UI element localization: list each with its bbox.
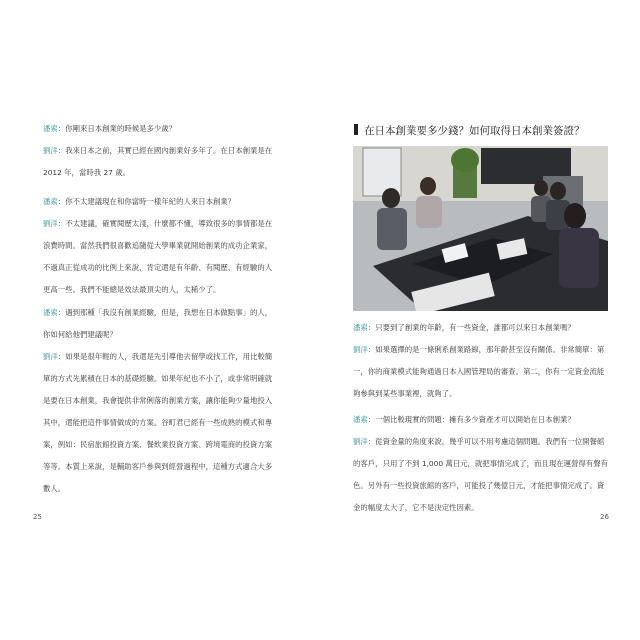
answer-text: 從資金量的角度來說，幾乎可以不用考慮這個問題。我們有一位開餐館的客戶，只用了不到 1,000 萬日元，就把事情完成了，而且現在運營得有聲有色。另外有一些投資旅館的客戶，可能投了幾億日元，才能把事情完成了。資金的幅度太大了，它不是決定性因素。	[353, 437, 608, 512]
question-text: 你剛來日本創業的時候是多少歲？	[65, 124, 177, 133]
question: 潘索：遇到那種「我沒有創業經驗，但是，我想在日本做點事」的人，你如何給他們建議呢？	[43, 308, 273, 339]
question: 潘索：你剛來日本創業的時候是多少歲？	[43, 124, 177, 133]
qa-block-3	[43, 302, 279, 500]
speaker-label: 潘索	[43, 197, 58, 206]
speaker-label: 潘索	[353, 415, 368, 424]
qa-block-5	[353, 409, 609, 519]
question: 潘索：你不太建議現在和你當時一樣年紀的人來日本創業？	[43, 197, 236, 206]
speaker-label: 劉洋	[353, 345, 368, 354]
question: 潘索：只要到了創業的年齡，有一些資金，誰都可以來日本創業嗎？	[353, 323, 575, 332]
question-text: 你不太建議現在和你當時一樣年紀的人來日本創業？	[65, 197, 236, 206]
answer-text: 我來日本之前，其實已經在國內創業好多年了。在日本創業是在 2012 年，當時我 27 歲。	[43, 146, 273, 177]
right-page	[320, 0, 640, 640]
speaker-label: 劉洋	[43, 219, 58, 228]
answer: 劉洋：如果是很年輕的人，我還是先引導他去留學或找工作，用比較簡單的方式先累積在日本的基礎經驗。如果年紀也不小了，或非常明確就是要在日本創業，我會提供非常俐落的創業方案，讓你能夠少量地投入其中，還能把這件事情做成的方案。谷町君已經有一些成熟的模式和專案，例如：民宿旅館投資方案、餐飲業投資方案、跨境電商的投資方案等等。本質上來說，是輔助客戶參與到經營過程中，這種方式適合大多數人。	[43, 352, 273, 493]
answer: 劉洋：從資金量的角度來說，幾乎可以不用考慮這個問題。我們有一位開餐館的客戶，只用了不到 1,000 萬日元，就把事情完成了，而且現在運營得有聲有色。另外有一些投資旅館的客戶，可能投了幾億日元，才能把事情完成了。資金的幅度太大了，它不是決定性因素。	[353, 437, 608, 512]
speaker-label: 劉洋	[43, 352, 58, 361]
answer: 劉洋：我來日本之前，其實已經在國內創業好多年了。在日本創業是在 2012 年，當時我 27 歲。	[43, 146, 273, 177]
speaker-label: 潘索	[43, 308, 58, 317]
answer-text: 不太建議，確實閱歷太淺，什麼都不懂，導致很多的事情都是在浪費時間。當然我們很喜歡追隨從大學畢業就開始創業的成功企業家，不過真正從成功的比例上來說，肯定還是有年齡、有閱歷、有經驗的人更高一些。我們不能總是效法最頂尖的人，太稀少了。	[43, 219, 273, 294]
page-number: 26	[600, 513, 609, 521]
qa-block-4	[353, 317, 609, 405]
qa-block-2	[43, 191, 279, 301]
question-text: 一個比較現實的問題：擁有多少資產才可以開始在日本創業？	[375, 415, 575, 424]
qa-block-1	[43, 118, 279, 184]
answer-text: 如果選擇的是一條俐系創業路線，那年齡甚至沒有關係。非常簡單：第一，你的商業模式能夠通過日本入國管理局的審查。第二，你有一定資金流能夠參與到某些事業裡，就夠了。	[353, 345, 605, 398]
question: 潘索：一個比較現實的問題：擁有多少資產才可以開始在日本創業？	[353, 415, 575, 424]
answer-text: 如果是很年輕的人，我還是先引導他去留學或找工作，用比較簡單的方式先累積在日本的基礎經驗。如果年紀也不小了，或非常明確就是要在日本創業，我會提供非常俐落的創業方案，讓你能夠少量地投入其中，還能把這件事情做成的方案。谷町君已經有一些成熟的模式和專案，例如：民宿旅館投資方案、餐飲業投資方案、跨境電商的投資方案等等。本質上來說，是輔助客戶參與到經營過程中，這種方式適合大多數人。	[43, 352, 273, 493]
speaker-label: 劉洋	[353, 437, 368, 446]
question-text: 只要到了創業的年齡，有一些資金，誰都可以來日本創業嗎？	[375, 323, 575, 332]
page-number: 25	[33, 513, 42, 521]
speaker-label: 潘索	[43, 124, 58, 133]
speaker-label: 潘索	[353, 323, 368, 332]
answer: 劉洋：不太建議，確實閱歷太淺，什麼都不懂，導致很多的事情都是在浪費時間。當然我們很喜歡追隨從大學畢業就開始創業的成功企業家，不過真正從成功的比例上來說，肯定還是有年齡、有閱歷、有經驗的人更高一些。我們不能總是效法最頂尖的人，太稀少了。	[43, 219, 273, 294]
question-text: 遇到那種「我沒有創業經驗，但是，我想在日本做點事」的人，你如何給他們建議呢？	[43, 308, 273, 339]
speaker-label: 劉洋	[43, 146, 58, 155]
answer: 劉洋：如果選擇的是一條俐系創業路線，那年齡甚至沒有關係。非常簡單：第一，你的商業模式能夠通過日本入國管理局的審查。第二，你有一定資金流能夠參與到某些事業裡，就夠了。	[353, 345, 605, 398]
heading-text: 在日本創業要多少錢？如何取得日本創業簽證？	[364, 125, 585, 137]
